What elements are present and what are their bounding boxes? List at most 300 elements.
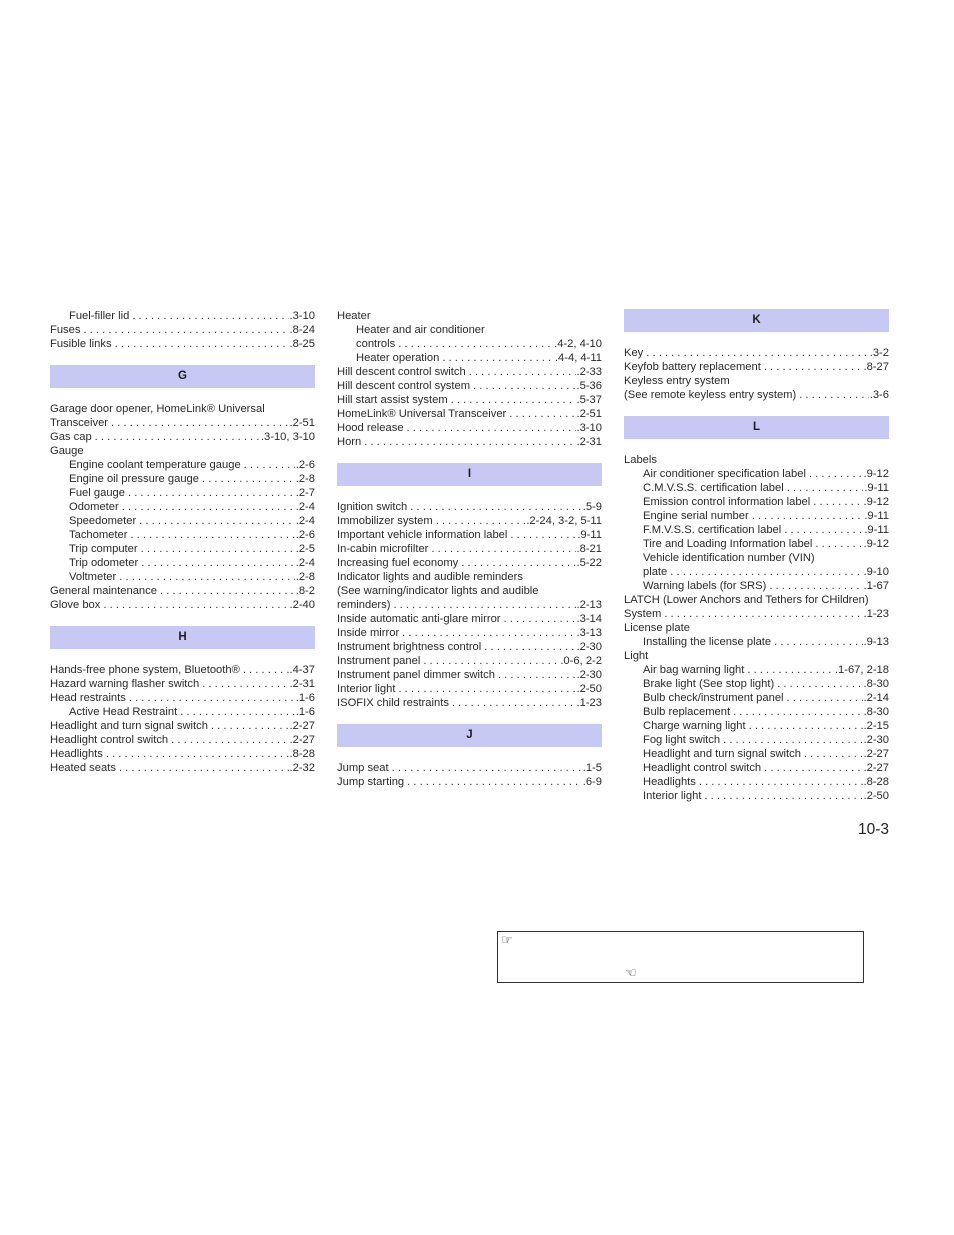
dot-leader xyxy=(127,528,294,542)
entry-text: Hill descent control system xyxy=(337,380,471,392)
entry-text: LATCH (Lower Anchors and Tethers for CHildren) xyxy=(624,594,869,606)
index-entry xyxy=(624,509,889,523)
section-spacer xyxy=(337,449,602,463)
index-entry xyxy=(624,747,889,761)
entry-text: Headlights xyxy=(50,748,103,760)
section-spacer xyxy=(337,747,602,761)
dot-leader xyxy=(108,416,288,430)
entry-page-ref: .2-40 xyxy=(289,599,315,611)
index-entry xyxy=(337,542,602,556)
entry-text: Glove box xyxy=(50,599,101,611)
entry-text: Transceiver xyxy=(50,417,109,429)
index-entry xyxy=(337,365,602,379)
entry-text: Speedometer xyxy=(69,515,137,527)
entry-page-ref: .5-36 xyxy=(576,380,602,392)
entry-text: F.M.V.S.S. certification label xyxy=(643,524,782,536)
dot-leader xyxy=(448,393,576,407)
entry-page-ref: .1-67 xyxy=(863,580,889,592)
index-entry xyxy=(50,309,315,323)
index-entry xyxy=(624,677,889,691)
index-entry xyxy=(624,649,889,663)
entry-page-ref: .2-27 xyxy=(289,720,315,732)
entry-page-ref: .3-10, 3-10 xyxy=(260,431,315,443)
section-spacer xyxy=(337,486,602,500)
entry-page-ref: .3-14 xyxy=(576,613,602,625)
entry-page-ref: .2-27 xyxy=(289,734,315,746)
entry-text: Engine serial number xyxy=(643,510,749,522)
dot-leader xyxy=(138,542,295,556)
entry-text: Headlight control switch xyxy=(50,734,169,746)
dot-leader xyxy=(749,509,864,523)
index-entry xyxy=(50,528,315,542)
entry-text: Warning labels (for SRS) xyxy=(643,580,767,592)
entry-page-ref: .5-37 xyxy=(576,394,602,406)
entry-text: (See remote keyless entry system) xyxy=(624,389,797,401)
index-entry xyxy=(624,733,889,747)
dot-leader xyxy=(100,598,288,612)
index-entry xyxy=(50,556,315,570)
section-spacer xyxy=(624,439,889,453)
entry-page-ref: .2-51 xyxy=(289,417,315,429)
index-entry xyxy=(50,598,315,612)
entry-text: Key xyxy=(624,347,644,359)
dot-leader xyxy=(428,542,575,556)
index-entry xyxy=(50,500,315,514)
entry-page-ref: .3-13 xyxy=(576,627,602,639)
entry-page-ref: .2-6 xyxy=(295,459,315,471)
entry-page-ref: .9-10 xyxy=(863,566,889,578)
entry-page-ref: .9-13 xyxy=(863,636,889,648)
entry-text: Increasing fuel economy xyxy=(337,557,459,569)
entry-text: In-cabin microfilter xyxy=(337,543,429,555)
entry-page-ref: .1-6 xyxy=(295,706,315,718)
entry-text: Headlight and turn signal switch xyxy=(643,748,801,760)
dot-leader xyxy=(470,379,575,393)
dot-leader xyxy=(407,500,581,514)
entry-text: HomeLink® Universal Transceiver xyxy=(337,408,507,420)
entry-page-ref: .8-27 xyxy=(863,361,889,373)
section-spacer xyxy=(337,710,602,724)
dot-leader xyxy=(744,663,834,677)
entry-text: Fuel-filler lid xyxy=(69,310,130,322)
index-entry xyxy=(624,523,889,537)
entry-page-ref: .1-23 xyxy=(576,697,602,709)
entry-page-ref: .9-12 xyxy=(863,468,889,480)
entry-page-ref: .2-15 xyxy=(863,720,889,732)
section-spacer xyxy=(50,649,315,663)
index-entry xyxy=(624,481,889,495)
entry-text: General maintenance xyxy=(50,585,157,597)
index-entry xyxy=(624,775,889,789)
entry-text: Engine oil pressure gauge xyxy=(69,473,199,485)
index-entry xyxy=(624,691,889,705)
entry-text: Fuel gauge xyxy=(69,487,125,499)
index-entry xyxy=(337,528,602,542)
dot-leader xyxy=(771,635,862,649)
dot-leader xyxy=(404,421,576,435)
index-entry xyxy=(337,654,602,668)
dot-leader xyxy=(506,407,575,421)
dot-leader xyxy=(458,556,575,570)
entry-text: Odometer xyxy=(69,501,119,513)
entry-page-ref: .2-31 xyxy=(576,436,602,448)
dot-leader xyxy=(761,761,862,775)
index-entry xyxy=(50,514,315,528)
entry-text: Bulb replacement xyxy=(643,706,731,718)
entry-page-ref: .2-27 xyxy=(863,748,889,760)
entry-page-ref: .8-25 xyxy=(289,338,315,350)
dot-leader xyxy=(126,691,295,705)
dot-leader xyxy=(643,346,868,360)
entry-text: Voltmeter xyxy=(69,571,117,583)
section-spacer xyxy=(50,388,315,402)
index-entry xyxy=(624,388,889,402)
index-entry xyxy=(50,719,315,733)
index-entry xyxy=(624,565,889,579)
entry-text: Immobilizer system xyxy=(337,515,433,527)
dot-leader xyxy=(746,719,863,733)
entry-text: Heater xyxy=(337,310,371,322)
dot-leader xyxy=(157,584,295,598)
entry-text: Jump starting xyxy=(337,776,405,788)
index-column-3 xyxy=(624,309,889,803)
index-entry xyxy=(337,393,602,407)
dot-leader xyxy=(761,360,863,374)
entry-text: Brake light (See stop light) xyxy=(643,678,775,690)
dot-leader xyxy=(389,761,582,775)
dot-leader xyxy=(136,514,295,528)
dot-leader xyxy=(507,528,576,542)
entry-text: Installing the license plate xyxy=(643,636,772,648)
entry-text: Gauge xyxy=(50,445,84,457)
entry-page-ref: .6-9 xyxy=(582,776,602,788)
index-entry xyxy=(50,402,315,416)
entry-text: Charge warning light xyxy=(643,720,746,732)
entry-text: Hill start assist system xyxy=(337,394,448,406)
entry-text: Indicator lights and audible reminders xyxy=(337,571,523,583)
index-entry xyxy=(624,607,889,621)
index-entry xyxy=(50,486,315,500)
entry-text: Active Head Restraint xyxy=(69,706,178,718)
index-entry xyxy=(337,500,602,514)
entry-page-ref: .2-30 xyxy=(576,641,602,653)
index-entry xyxy=(624,663,889,677)
entry-text: Headlight and turn signal switch xyxy=(50,720,208,732)
entry-page-ref: .9-11 xyxy=(864,510,889,522)
index-entry xyxy=(337,435,602,449)
entry-text: (See warning/indicator lights and audible xyxy=(337,585,539,597)
section-header-h: H xyxy=(50,626,315,649)
dot-leader xyxy=(395,337,553,351)
dot-leader xyxy=(766,579,862,593)
section-spacer xyxy=(624,332,889,346)
index-entry xyxy=(337,570,602,584)
entry-page-ref: .2-13 xyxy=(576,599,602,611)
index-entry xyxy=(337,584,602,598)
index-entry xyxy=(337,626,602,640)
dot-leader xyxy=(129,309,288,323)
dot-leader xyxy=(241,458,295,472)
index-column-2 xyxy=(337,309,602,789)
dot-leader xyxy=(80,323,288,337)
entry-page-ref: .8-21 xyxy=(576,543,602,555)
entry-text: Inside automatic anti-glare mirror xyxy=(337,613,501,625)
dot-leader xyxy=(495,668,576,682)
entry-page-ref: .1-23 xyxy=(863,608,889,620)
entry-text: Heater and air conditioner xyxy=(356,324,485,336)
entry-page-ref: .1-6 xyxy=(295,692,315,704)
index-entry xyxy=(50,761,315,775)
dot-leader xyxy=(806,467,863,481)
entry-page-ref: .2-6 xyxy=(295,529,315,541)
index-entry xyxy=(624,495,889,509)
entry-page-ref: .2-50 xyxy=(863,790,889,802)
dot-leader xyxy=(501,612,576,626)
dot-leader xyxy=(404,775,582,789)
entry-page-ref: .2-8 xyxy=(295,571,315,583)
entry-text: Trip odometer xyxy=(69,557,139,569)
entry-text: Instrument panel xyxy=(337,655,421,667)
entry-page-ref: .2-50 xyxy=(576,683,602,695)
entry-text: Headlight control switch xyxy=(643,762,762,774)
entry-text: Instrument brightness control xyxy=(337,641,482,653)
entry-page-ref: .0-6, 2-2 xyxy=(560,655,602,667)
entry-page-ref: .2-7 xyxy=(295,487,315,499)
entry-page-ref: .3-10 xyxy=(576,422,602,434)
entry-page-ref: .2-5 xyxy=(295,543,315,555)
section-header-l: L xyxy=(624,416,889,439)
dot-leader xyxy=(199,677,288,691)
dot-leader xyxy=(119,500,295,514)
entry-page-ref: .2-24, 3-2, 5-11 xyxy=(526,515,602,527)
index-entry xyxy=(50,337,315,351)
entry-text: Keyfob battery replacement xyxy=(624,361,761,373)
entry-page-ref: .3-6 xyxy=(869,389,889,401)
index-entry xyxy=(337,421,602,435)
entry-text: C.M.V.S.S. certification label xyxy=(643,482,784,494)
index-entry xyxy=(624,537,889,551)
entry-text: Keyless entry system xyxy=(624,375,730,387)
entry-page-ref: .2-32 xyxy=(289,762,315,774)
dot-leader xyxy=(208,719,289,733)
section-header-g: G xyxy=(50,365,315,388)
entry-page-ref: .1-5 xyxy=(582,762,602,774)
entry-page-ref: .8-28 xyxy=(863,776,889,788)
dot-leader xyxy=(796,388,869,402)
index-entry xyxy=(624,593,889,607)
dot-leader xyxy=(466,365,576,379)
pointing-hand-right-icon: ☞ xyxy=(501,932,513,947)
index-entry xyxy=(337,640,602,654)
entry-text: ISOFIX child restraints xyxy=(337,697,449,709)
entry-text: Head restraints xyxy=(50,692,126,704)
dot-leader xyxy=(774,677,862,691)
entry-text: Hill descent control switch xyxy=(337,366,466,378)
entry-text: Garage door opener, HomeLink® Universal xyxy=(50,403,265,415)
dot-leader xyxy=(449,696,576,710)
entry-page-ref: .8-2 xyxy=(295,585,315,597)
index-entry xyxy=(50,584,315,598)
entry-text: Fog light switch xyxy=(643,734,721,746)
entry-text: Important vehicle information label xyxy=(337,529,508,541)
entry-text: Headlights xyxy=(643,776,696,788)
dot-leader xyxy=(433,514,526,528)
index-entry xyxy=(624,551,889,565)
dot-leader xyxy=(696,775,863,789)
entry-page-ref: .8-24 xyxy=(289,324,315,336)
entry-text: Tire and Loading Information label xyxy=(643,538,813,550)
entry-page-ref: .9-11 xyxy=(864,524,889,536)
entry-page-ref: .4-37 xyxy=(289,664,315,676)
dot-leader xyxy=(168,733,288,747)
entry-page-ref: .8-30 xyxy=(863,706,889,718)
entry-text: Interior light xyxy=(643,790,702,802)
entry-text: License plate xyxy=(624,622,690,634)
entry-text: Labels xyxy=(624,454,657,466)
section-spacer xyxy=(624,402,889,416)
dot-leader xyxy=(812,537,862,551)
entry-text: Hands-free phone system, Bluetooth® xyxy=(50,664,240,676)
index-entry xyxy=(337,598,602,612)
note-box xyxy=(497,931,864,983)
entry-page-ref: .2-4 xyxy=(295,515,315,527)
index-entry xyxy=(337,668,602,682)
dot-leader xyxy=(399,626,575,640)
dot-leader xyxy=(667,565,862,579)
entry-page-ref: .2-4 xyxy=(295,557,315,569)
index-entry xyxy=(50,733,315,747)
entry-page-ref: .9-12 xyxy=(863,538,889,550)
index-entry xyxy=(337,696,602,710)
entry-page-ref: .2-4 xyxy=(295,501,315,513)
dot-leader xyxy=(810,495,862,509)
index-entry xyxy=(624,719,889,733)
dot-leader xyxy=(240,663,289,677)
entry-text: Emission control information label xyxy=(643,496,811,508)
index-entry xyxy=(50,691,315,705)
entry-text: Heater operation xyxy=(356,352,440,364)
entry-text: Tachometer xyxy=(69,529,128,541)
index-entry xyxy=(50,663,315,677)
entry-text: Vehicle identification number (VIN) xyxy=(643,552,815,564)
dot-leader xyxy=(661,607,862,621)
index-entry xyxy=(337,775,602,789)
pointing-hand-left-icon: ☞ xyxy=(625,965,637,980)
entry-text: Interior light xyxy=(337,683,396,695)
index-entry xyxy=(50,416,315,430)
entry-text: Heated seats xyxy=(50,762,116,774)
index-entry xyxy=(337,514,602,528)
entry-text: Air bag warning light xyxy=(643,664,745,676)
entry-page-ref: .1-67, 2-18 xyxy=(834,664,889,676)
entry-page-ref: .9-11 xyxy=(864,482,889,494)
dot-leader xyxy=(92,430,260,444)
index-entry xyxy=(624,705,889,719)
entry-page-ref: .2-33 xyxy=(576,366,602,378)
index-entry xyxy=(50,444,315,458)
index-entry xyxy=(50,705,315,719)
index-entry xyxy=(624,579,889,593)
entry-text: Inside mirror xyxy=(337,627,400,639)
dot-leader xyxy=(103,747,289,761)
index-entry xyxy=(624,635,889,649)
entry-text: Bulb check/instrument panel xyxy=(643,692,784,704)
dot-leader xyxy=(781,523,863,537)
index-entry xyxy=(624,621,889,635)
dot-leader xyxy=(481,640,575,654)
index-entry xyxy=(624,761,889,775)
entry-text: Horn xyxy=(337,436,362,448)
index-entry xyxy=(50,323,315,337)
index-entry xyxy=(624,453,889,467)
index-entry xyxy=(624,789,889,803)
entry-text: Ignition switch xyxy=(337,501,408,513)
dot-leader xyxy=(390,598,575,612)
index-column-1 xyxy=(50,309,315,775)
index-entry xyxy=(337,682,602,696)
section-header-i: I xyxy=(337,463,602,486)
dot-leader xyxy=(138,556,294,570)
index-entry xyxy=(50,677,315,691)
section-spacer xyxy=(50,612,315,626)
section-header-j: J xyxy=(337,724,602,747)
entry-page-ref: .2-51 xyxy=(576,408,602,420)
dot-leader xyxy=(112,337,289,351)
index-entry xyxy=(337,351,602,365)
dot-leader xyxy=(420,654,559,668)
entry-text: Fuses xyxy=(50,324,81,336)
index-entry xyxy=(624,346,889,360)
entry-page-ref: .3-2 xyxy=(869,347,889,359)
entry-page-ref: .3-10 xyxy=(289,310,315,322)
entry-page-ref: .5-22 xyxy=(576,557,602,569)
dot-leader xyxy=(784,691,863,705)
index-entry xyxy=(624,360,889,374)
dot-leader xyxy=(439,351,554,365)
entry-text: plate xyxy=(643,566,668,578)
entry-page-ref: .2-14 xyxy=(863,692,889,704)
dot-leader xyxy=(395,682,575,696)
index-entry xyxy=(337,556,602,570)
dot-leader xyxy=(116,761,289,775)
dot-leader xyxy=(125,486,295,500)
index-entry xyxy=(50,747,315,761)
page-number: 10-3 xyxy=(858,821,890,838)
index-entry xyxy=(624,467,889,481)
entry-text: reminders) xyxy=(337,599,391,611)
entry-page-ref: .8-30 xyxy=(863,678,889,690)
index-entry xyxy=(337,612,602,626)
entry-text: Gas cap xyxy=(50,431,92,443)
index-entry xyxy=(50,542,315,556)
dot-leader xyxy=(361,435,575,449)
entry-text: Jump seat xyxy=(337,762,389,774)
index-entry xyxy=(50,570,315,584)
dot-leader xyxy=(801,747,863,761)
entry-text: Instrument panel dimmer switch xyxy=(337,669,495,681)
dot-leader xyxy=(199,472,295,486)
entry-page-ref: .2-27 xyxy=(863,762,889,774)
index-entry xyxy=(337,337,602,351)
entry-page-ref: .4-2, 4-10 xyxy=(554,338,602,350)
dot-leader xyxy=(116,570,294,584)
entry-text: Hood release xyxy=(337,422,404,434)
entry-text: Fusible links xyxy=(50,338,112,350)
entry-page-ref: .2-8 xyxy=(295,473,315,485)
index-entry xyxy=(50,430,315,444)
entry-page-ref: .4-4, 4-11 xyxy=(554,352,602,364)
index-entry xyxy=(337,309,602,323)
